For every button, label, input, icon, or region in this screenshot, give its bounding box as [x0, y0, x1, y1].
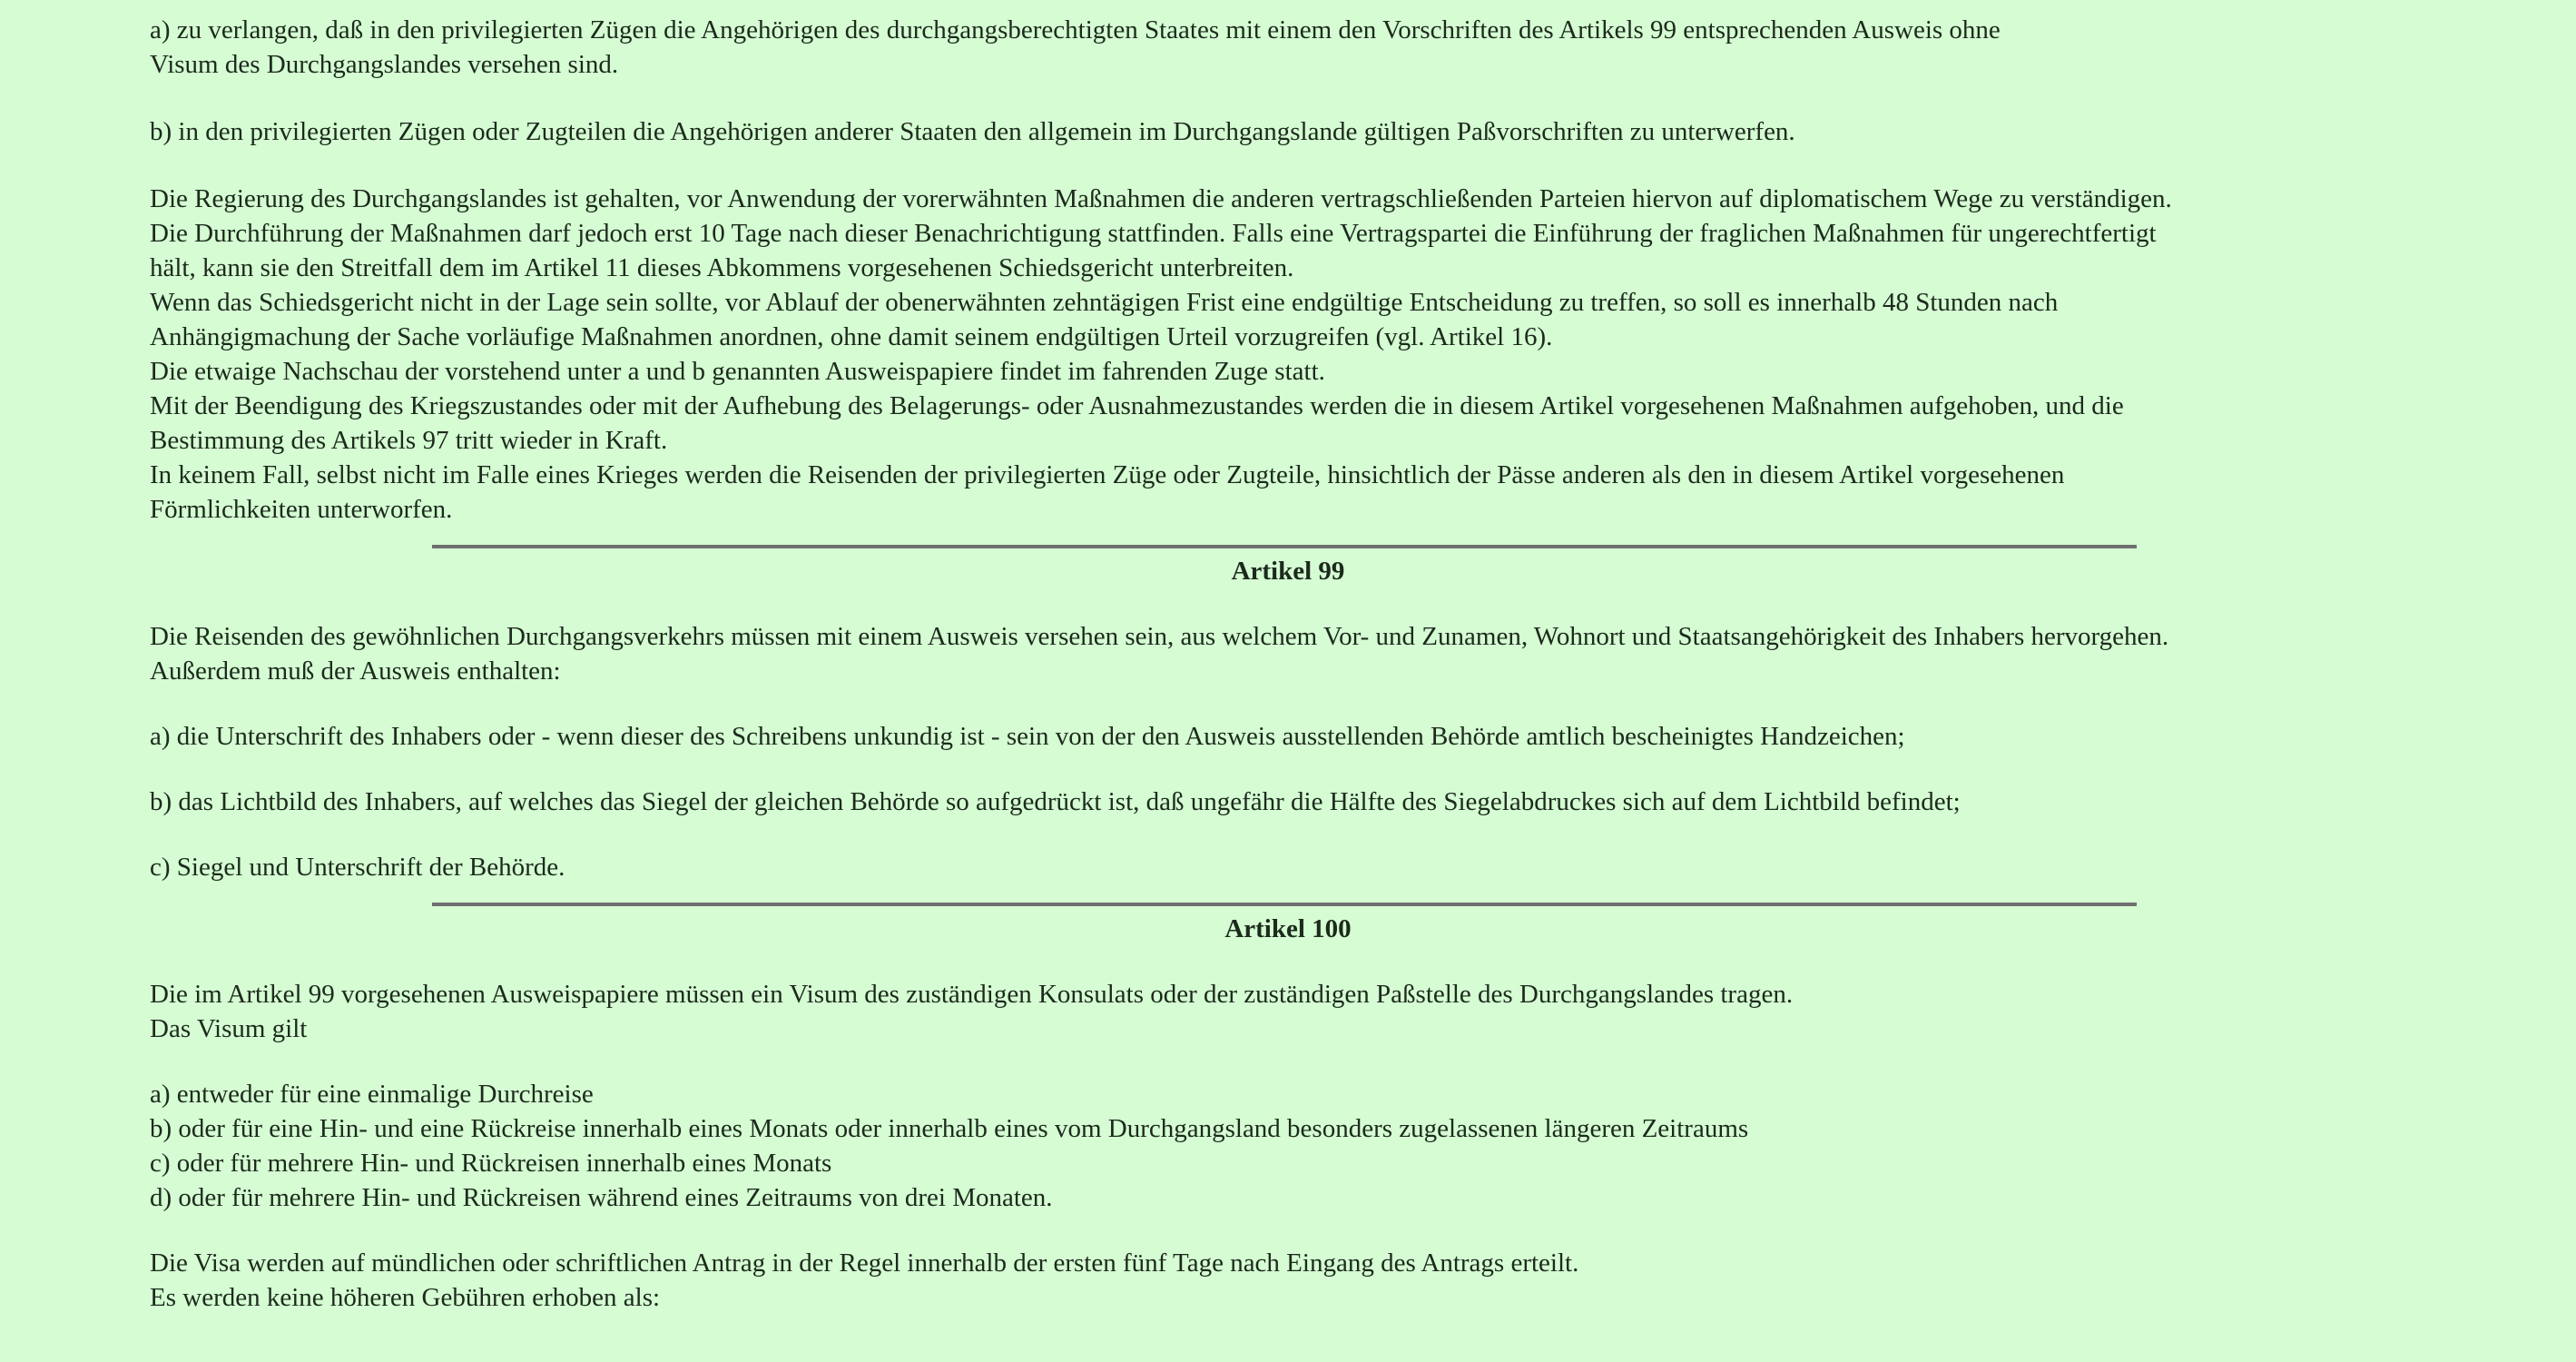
article-100-intro	[150, 977, 2431, 1046]
item-b-privileged-trains	[150, 114, 2431, 149]
text-line: In keinem Fall, selbst nicht im Falle eines Krieges werden die Reisenden der privilegierten Züge oder Zugteile, hinsichtlich der Pässe anderen als den in diesem Artikel vorgesehenen	[150, 460, 2065, 489]
article-99-item-a	[150, 719, 2431, 754]
list-item: b) oder für eine Hin- und eine Rückreise innerhalb eines Monats oder innerhalb eines vom Durchgangsland besonders zugelassenen längeren Zeitraums	[150, 1114, 1749, 1143]
item-a-privileged-trains	[150, 13, 2431, 82]
text-line: Außerdem muß der Ausweis enthalten:	[150, 656, 561, 686]
text-line: Die Regierung des Durchgangslandes ist gehalten, vor Anwendung der vorerwähnten Maßnahmen die anderen vertragschließenden Parteien hiervon auf diplomatischem Wege zu verständigen.	[150, 184, 2172, 213]
article-99-item-b	[150, 785, 2431, 819]
text-line: a) zu verlangen, daß in den privilegierten Zügen die Angehörigen des durchgangsberechtigten Staates mit einem den Vorschriften des Artikels 99 entsprechenden Ausweis ohne	[150, 15, 2001, 44]
text-line: Anhängigmachung der Sache vorläufige Maßnahmen anordnen, ohne damit seinem endgültigen Urteil vorzugreifen (vgl. Artikel 16).	[150, 322, 1553, 351]
article98-paragraph	[150, 182, 2431, 527]
article-100-closing	[150, 1246, 2431, 1315]
article-100-heading: Artikel 100	[1224, 914, 1352, 943]
article-100-visa-list	[150, 1077, 2431, 1215]
text-line: Die etwaige Nachschau der vorstehend unter a und b genannten Ausweispapiere findet im fahrenden Zuge statt.	[150, 357, 1325, 386]
section-divider	[432, 903, 2137, 906]
section-divider	[432, 545, 2137, 548]
list-item: c) oder für mehrere Hin- und Rückreisen innerhalb eines Monats	[150, 1149, 832, 1178]
list-item: d) oder für mehrere Hin- und Rückreisen während eines Zeitraums von drei Monaten.	[150, 1183, 1053, 1212]
text-line: Förmlichkeiten unterworfen.	[150, 495, 453, 524]
text-line: Wenn das Schiedsgericht nicht in der Lage sein sollte, vor Ablauf der obenerwähnten zehntägigen Frist eine endgültige Entscheidung zu treffen, so soll es innerhalb 48 Stunden nach	[150, 288, 2059, 317]
list-item: a) entweder für eine einmalige Durchreise	[150, 1080, 594, 1109]
article-99-heading: Artikel 99	[1231, 557, 1345, 586]
article-99-intro	[150, 619, 2431, 688]
text-line: Die im Artikel 99 vorgesehenen Ausweispapiere müssen ein Visum des zuständigen Konsulats oder der zuständigen Paßstelle des Durchgangslandes tragen.	[150, 980, 1794, 1009]
text-line: Die Reisenden des gewöhnlichen Durchgangsverkehrs müssen mit einem Ausweis versehen sein, aus welchem Vor- und Zunamen, Wohnort und Staatsangehörigkeit des Inhabers hervorgehen.	[150, 622, 2169, 651]
text-line: b) das Lichtbild des Inhabers, auf welches das Siegel der gleichen Behörde so aufgedrückt ist, daß ungefähr die Hälfte des Siegelabdruckes sich auf dem Lichtbild befindet;	[150, 787, 1961, 816]
text-line: c) Siegel und Unterschrift der Behörde.	[150, 853, 565, 882]
text-line: Es werden keine höheren Gebühren erhoben als:	[150, 1283, 661, 1312]
text-line: a) die Unterschrift des Inhabers oder - wenn dieser des Schreibens unkundig ist - sein von der den Ausweis ausstellenden Behörde amtlich bescheinigtes Handzeichen;	[150, 722, 1905, 751]
text-line: Die Durchführung der Maßnahmen darf jedoch erst 10 Tage nach dieser Benachrichtigung stattfinden. Falls eine Vertragspartei die Einführung der fraglichen Maßnahmen für ungerechtfertigt	[150, 219, 2157, 248]
text-line: Bestimmung des Artikels 97 tritt wieder in Kraft.	[150, 426, 668, 455]
text-line: Visum des Durchgangslandes versehen sind.	[150, 50, 619, 79]
article-99-item-c	[150, 850, 2431, 884]
text-line: b) in den privilegierten Zügen oder Zugteilen die Angehörigen anderer Staaten den allgemein im Durchgangslande gültigen Paßvorschriften zu unterwerfen.	[150, 117, 1795, 146]
text-line: Mit der Beendigung des Kriegszustandes oder mit der Aufhebung des Belagerungs- oder Ausnahmezustandes werden die in diesem Artikel vorgesehenen Maßnahmen aufgehoben, und die	[150, 391, 2124, 420]
text-line: Das Visum gilt	[150, 1014, 308, 1043]
text-line: Die Visa werden auf mündlichen oder schriftlichen Antrag in der Regel innerhalb der ersten fünf Tage nach Eingang des Antrags erteilt.	[150, 1248, 1579, 1278]
text-line: hält, kann sie den Streitfall dem im Artikel 11 dieses Abkommens vorgesehenen Schiedsgericht unterbreiten.	[150, 253, 1294, 282]
